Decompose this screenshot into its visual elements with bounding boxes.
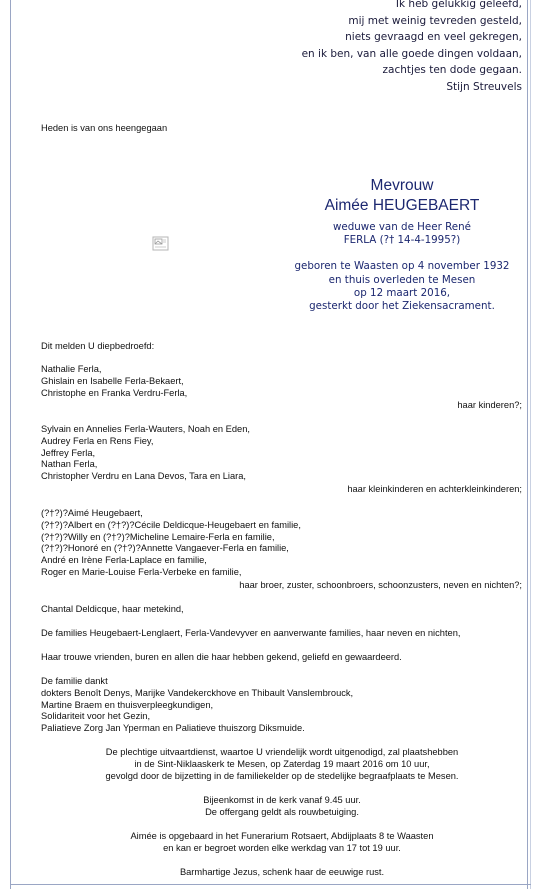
children-list — [41, 364, 187, 399]
thanks-line: dokters Benoît Denys, Marijke Vandekerckhove en Thibault Vanslembrouck, — [41, 687, 354, 698]
detail-line: FERLA (?† 14-4-1995?) — [343, 234, 461, 247]
deceased-details — [290, 221, 514, 313]
list-item: Christophe en Franka Verdru-Ferla, — [41, 387, 188, 398]
thanks-block — [41, 676, 353, 735]
godchild-line: Chantal Deldicque, haar metekind, — [41, 604, 184, 614]
grandchildren-list — [41, 424, 250, 483]
closing-prayer — [41, 867, 523, 879]
funeral-line: gevolgd door de bijzetting in de familiekelder op de stedelijke begraafplaats te Mesen. — [105, 770, 459, 781]
viewing-line: Aimée is opgebaard in het Funerarium Rotsaert, Abdijplaats 8 te Waasten — [130, 831, 434, 841]
thanks-line: Martine Braem en thuisverpleegkundigen, — [41, 699, 214, 710]
deceased-name: Aimée HEUGEBAERT — [324, 197, 480, 214]
page-border-right-shadow — [530, 0, 531, 889]
list-item: Nathalie Ferla, — [41, 364, 102, 374]
list-item: Nathan Ferla, — [41, 459, 98, 470]
thanks-line: Solidariteit voor het Gezin, — [41, 711, 151, 722]
poem — [222, 0, 522, 96]
deceased-title: Mevrouw — [370, 177, 434, 194]
funeral-info — [41, 747, 523, 782]
siblings-list — [41, 508, 301, 579]
thanks-heading: De familie dankt — [41, 676, 108, 686]
friends-line: Haar trouwe vrienden, buren en allen die haar hebben gekend, geliefd en gewaardeerd. — [41, 652, 402, 662]
families-line: De families Heugebaert-Lenglaert, Ferla-Vandevyver en aanverwante families, haar neven en nichten, — [41, 628, 461, 638]
poem-line: zachtjes ten dode gegaan. — [382, 64, 522, 77]
funeral-line: De plechtige uitvaartdienst, waartoe U vriendelijk wordt uitgenodigd, zal plaatshebben — [105, 747, 459, 757]
gathering-line: De offergang geldt als rouwbetuiging. — [205, 806, 359, 817]
funeral-line: in de Sint-Niklaaskerk te Mesen, op Zaterdag 19 maart 2016 om 10 uur, — [134, 758, 430, 769]
list-item: (?†?)?Albert en (?†?)?Cécile Deldicque-Heugebaert en familie, — [41, 519, 301, 530]
page-border-left — [10, 0, 11, 889]
list-item: Jeffrey Ferla, — [41, 447, 96, 458]
list-item: Christopher Verdru en Lana Devos, Tara en Liara, — [41, 471, 246, 482]
detail-spacer — [290, 247, 514, 260]
list-item: Audrey Ferla en Rens Fiey, — [41, 435, 154, 446]
viewing-line: en kan er begroet worden elke werkdag van 17 tot 19 uur. — [163, 842, 401, 853]
list-item: Roger en Marie-Louise Ferla-Verbeke en familie, — [41, 566, 242, 577]
list-item: Ghislain en Isabelle Ferla-Bekaert, — [41, 375, 184, 386]
intro-text: Heden is van ons heengegaan — [41, 123, 168, 133]
list-item: André en Irène Ferla-Laplace en familie, — [41, 555, 207, 566]
page-border-right — [527, 0, 528, 889]
mourners-intro: Dit melden U diepbedroefd: — [41, 341, 155, 351]
poem-line: en ik ben, van alle goede dingen voldaan, — [301, 47, 522, 60]
closing-line: Barmhartige Jezus, schenk haar de eeuwige rust. — [179, 867, 385, 877]
detail-line: op 12 maart 2016, — [353, 286, 451, 299]
list-item: Sylvain en Annelies Ferla-Wauters, Noah en Eden, — [41, 424, 250, 434]
page-border-bottom — [10, 884, 531, 885]
poem-line: Ik heb gelukkig geleefd, — [395, 0, 522, 10]
broken-image-icon — [152, 236, 170, 252]
thanks-line: Paliatieve Zorg Jan Yperman en Paliatieve thuiszorg Diksmuide. — [41, 723, 305, 734]
poem-line: niets gevraagd en veel gekregen, — [345, 31, 522, 44]
poem-line: mij met weinig tevreden gesteld, — [348, 14, 522, 27]
poem-author: Stijn Streuvels — [446, 80, 522, 93]
detail-line: gesterkt door het Ziekensacrament. — [309, 300, 495, 313]
gathering-line: Bijeenkomst in de kerk vanaf 9.45 uur. — [203, 795, 361, 805]
viewing-info — [41, 831, 523, 855]
list-item: (?†?)?Honoré en (?†?)?Annette Vangaever-Ferla en familie, — [41, 543, 289, 554]
list-item: (?†?)?Willy en (?†?)?Micheline Lemaire-Ferla en familie, — [41, 531, 275, 542]
list-item: (?†?)?Aimé Heugebaert, — [41, 508, 143, 518]
detail-line: geboren te Waasten op 4 november 1932 — [294, 260, 510, 273]
children-relation: haar kinderen?; — [457, 400, 522, 410]
detail-line: weduwe van de Heer René — [332, 221, 471, 233]
grandchildren-relation: haar kleinkinderen en achterkleinkinderen; — [347, 484, 522, 494]
detail-line: en thuis overleden te Mesen — [328, 273, 476, 286]
gathering-info — [41, 795, 523, 819]
siblings-relation: haar broer, zuster, schoonbroers, schoonzusters, neven en nichten?; — [239, 580, 522, 590]
